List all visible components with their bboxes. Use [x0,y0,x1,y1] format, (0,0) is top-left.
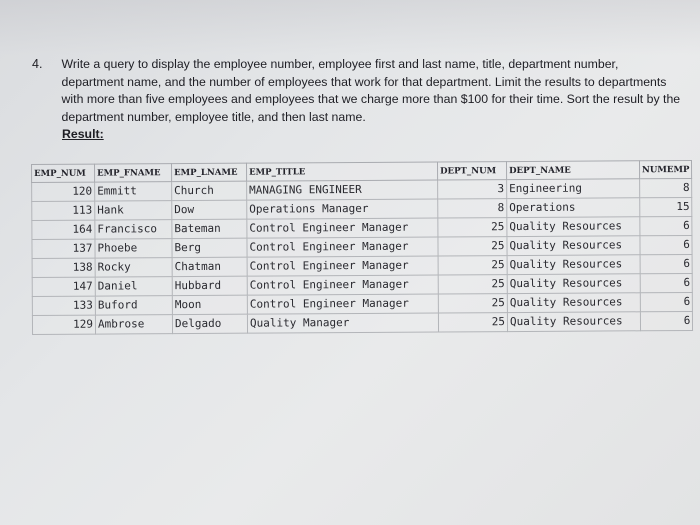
result-label: Result: [62,127,104,141]
cell-emp-num: 164 [32,220,95,239]
cell-emp-fname: Francisco [95,220,172,239]
cell-dept-num: 25 [438,275,507,294]
cell-emp-title: Control Engineer Manager [247,256,438,276]
header-emp-lname: EMP_LNAME [172,163,247,181]
cell-emp-lname: Chatman [172,257,247,276]
cell-emp-lname: Church [172,181,247,200]
cell-emp-title: Control Engineer Manager [247,294,438,314]
cell-emp-title: Control Engineer Manager [247,275,438,295]
cell-dept-num: 25 [438,294,507,313]
cell-emp-fname: Hank [95,201,172,220]
cell-emp-lname: Dow [172,200,247,219]
cell-emp-fname: Daniel [95,277,172,296]
header-dept-num: DEPT_NUM [437,162,506,180]
header-emp-title: EMP_TITLE [246,162,437,181]
cell-emp-lname: Berg [172,238,247,257]
header-emp-fname: EMP_FNAME [95,164,172,182]
question-block [32,56,682,126]
cell-numemp: 6 [640,311,693,330]
cell-dept-num: 3 [438,180,507,199]
cell-dept-num: 25 [438,256,507,275]
cell-emp-num: 113 [32,201,95,220]
cell-emp-fname: Buford [95,296,172,315]
cell-emp-num: 138 [32,258,95,277]
cell-numemp: 8 [640,178,693,197]
header-dept-name: DEPT_NAME [506,161,639,180]
cell-dept-name: Quality Resources [507,255,640,275]
cell-emp-num: 120 [32,182,95,201]
cell-dept-num: 25 [438,237,507,256]
cell-emp-lname: Bateman [172,219,247,238]
cell-emp-lname: Delgado [172,314,247,333]
cell-dept-name: Engineering [507,179,640,199]
result-table [31,160,693,335]
cell-dept-name: Operations [507,198,640,218]
cell-emp-fname: Ambrose [95,315,172,334]
cell-emp-title: Control Engineer Manager [247,218,438,238]
cell-dept-num: 25 [438,218,507,237]
cell-emp-num: 137 [32,239,95,258]
cell-emp-num: 147 [32,277,95,296]
header-numemp: NUMEMP [639,160,691,178]
cell-emp-title: Operations Manager [247,199,438,219]
cell-dept-name: Quality Resources [507,236,640,256]
cell-dept-name: Quality Resources [507,293,640,313]
cell-numemp: 15 [640,197,693,216]
question-number: 4. [32,57,43,71]
page-bleed-through [0,0,700,55]
cell-numemp: 6 [640,254,693,273]
cell-emp-title: Control Engineer Manager [247,237,438,257]
cell-numemp: 6 [640,273,693,292]
cell-emp-title: Quality Manager [247,313,438,333]
question-text: Write a query to display the employee number, employee first and last name, title, department number, department name, and the number of employees that work for that department. Limit the results to departments with more than five employees and employees that we charge more than $100 for their time. Sort the result by the department number, employee title, and then last name. [61,57,681,124]
cell-dept-name: Quality Resources [507,217,640,237]
cell-numemp: 6 [640,235,693,254]
cell-dept-num: 8 [438,199,507,218]
cell-numemp: 6 [640,292,693,311]
cell-emp-title: MANAGING ENGINEER [247,180,438,200]
cell-emp-lname: Moon [172,295,247,314]
header-emp-num: EMP_NUM [32,164,95,182]
cell-emp-fname: Phoebe [95,239,172,258]
cell-dept-num: 25 [438,313,507,332]
table-row [32,311,692,334]
cell-emp-lname: Hubbard [172,276,247,295]
cell-emp-num: 129 [32,315,95,334]
cell-emp-fname: Rocky [95,258,172,277]
cell-dept-name: Quality Resources [507,312,640,332]
cell-emp-num: 133 [32,296,95,315]
cell-dept-name: Quality Resources [507,274,640,294]
cell-emp-fname: Emmitt [95,182,172,201]
cell-numemp: 6 [640,216,693,235]
